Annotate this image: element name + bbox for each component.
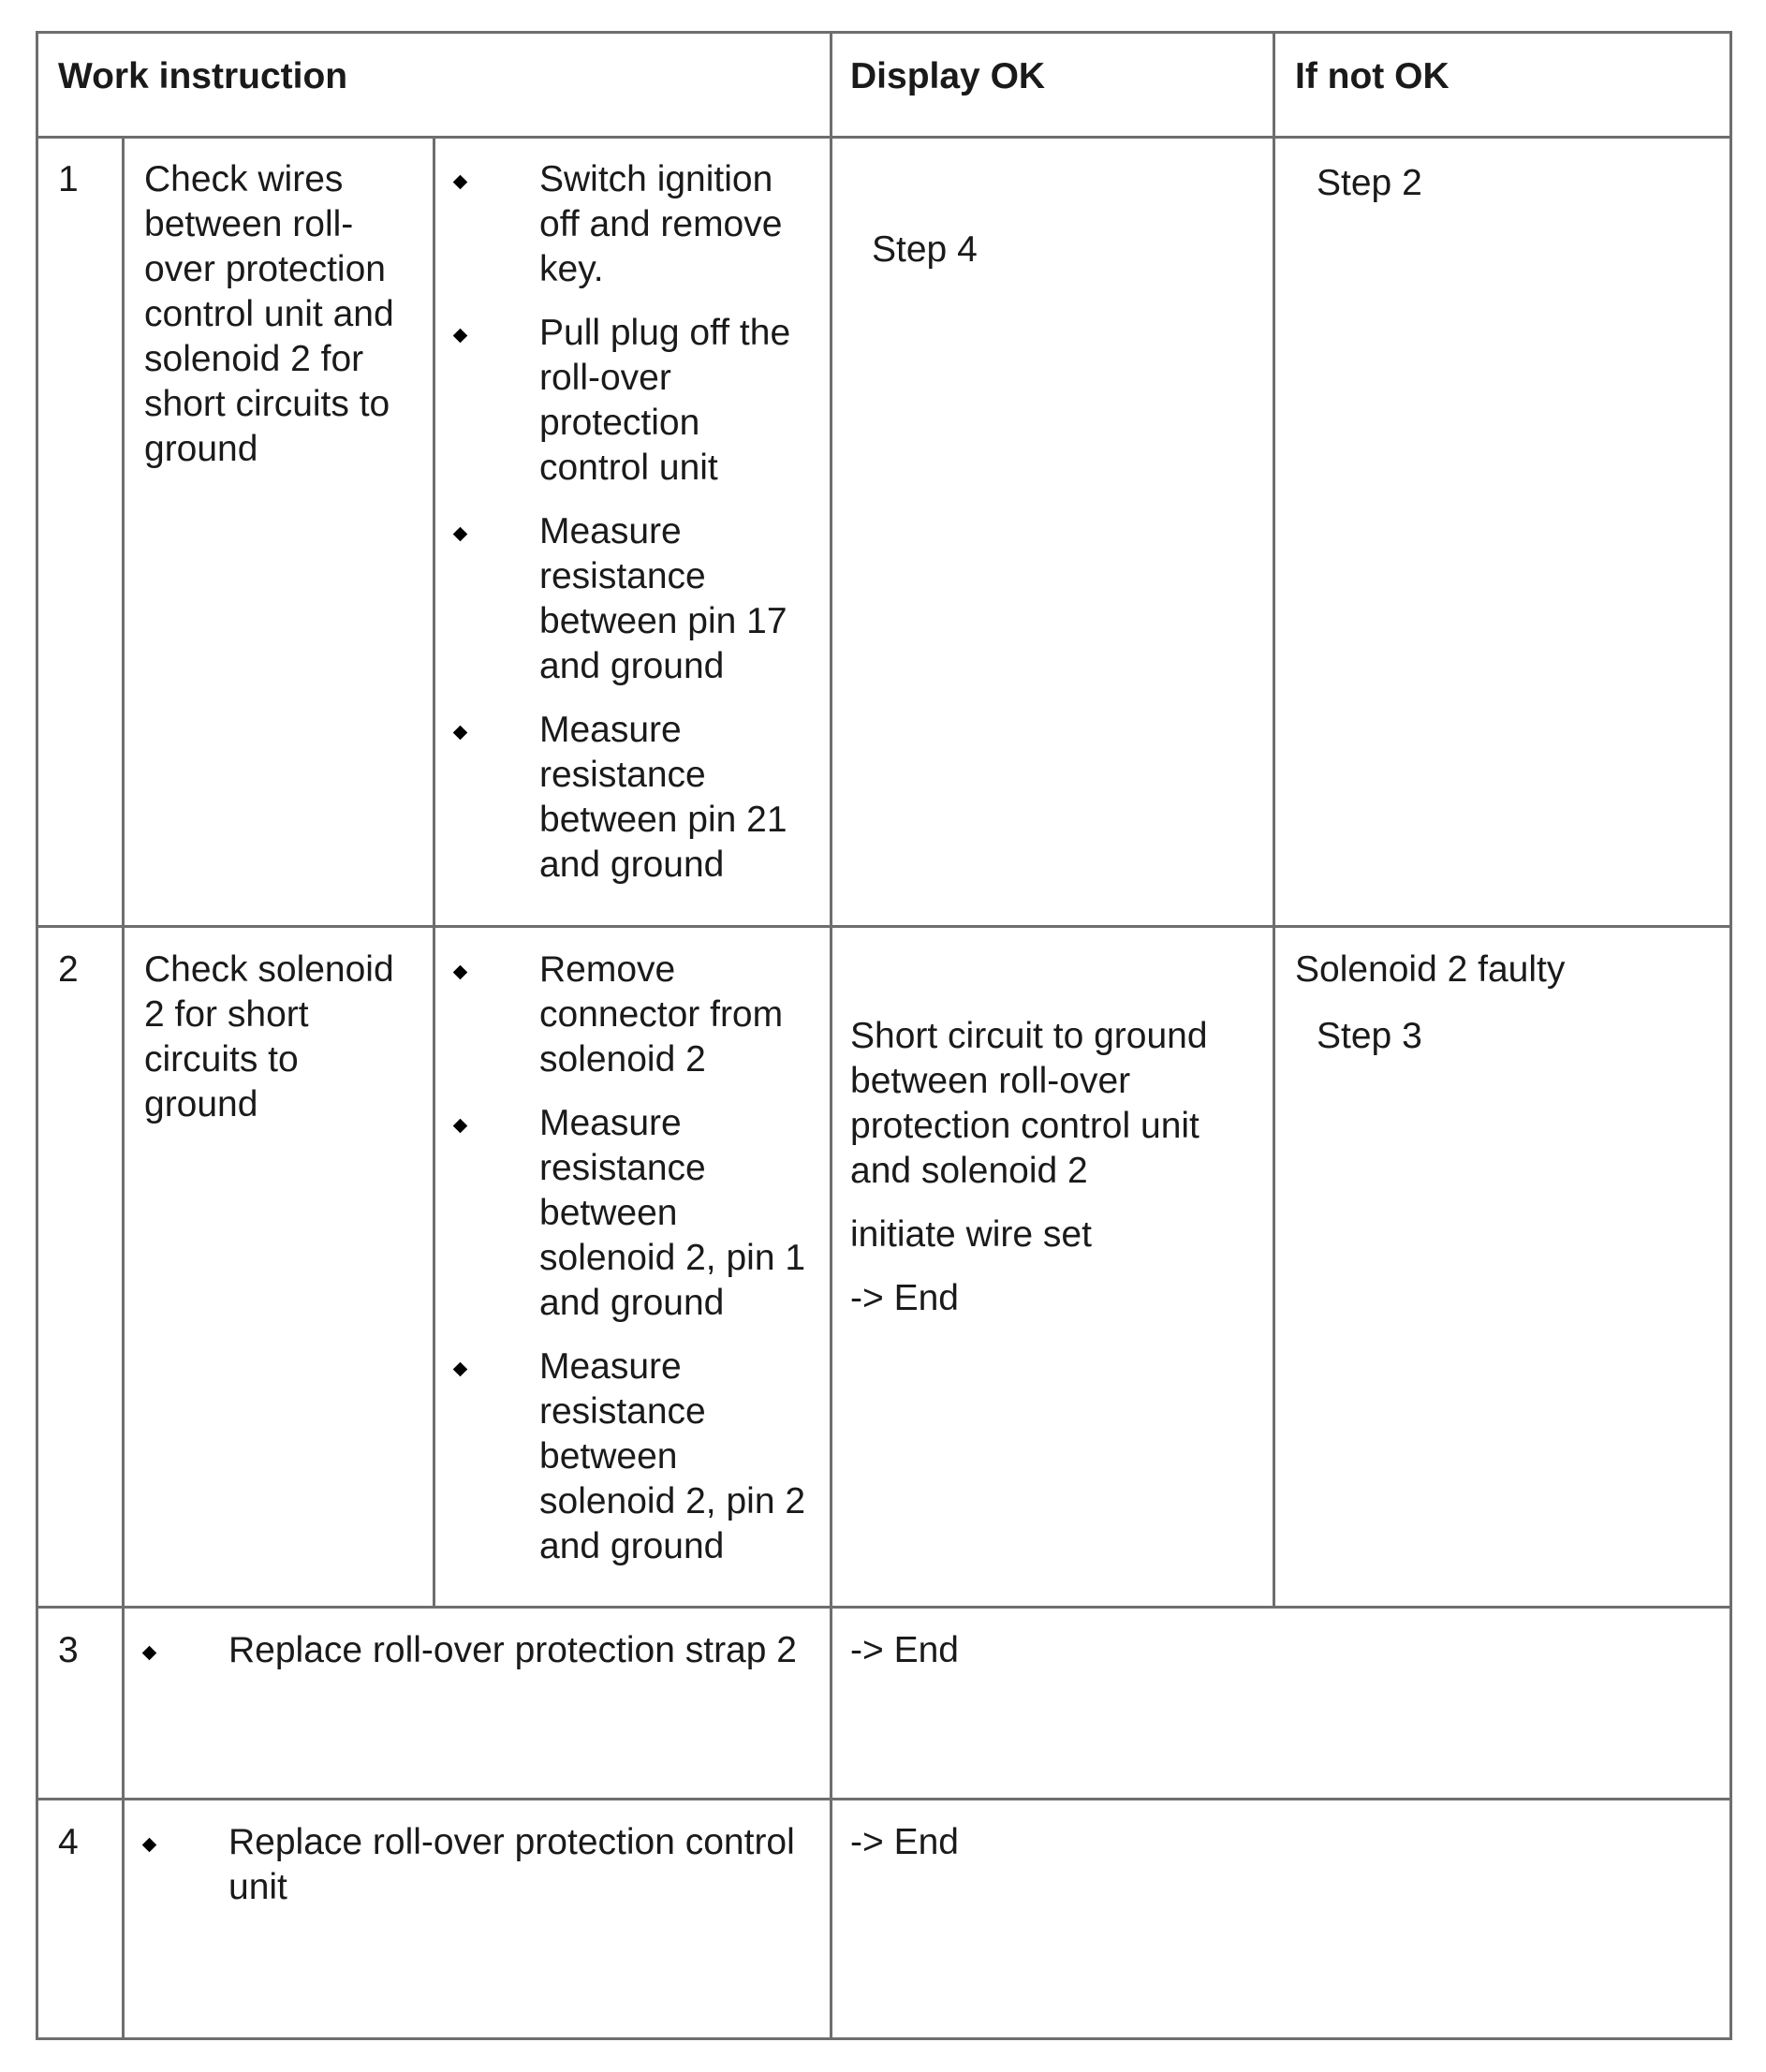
action-list	[434, 948, 818, 1588]
table-border-bottom	[36, 2037, 1732, 2040]
if-not-ok-value: Step 2	[1317, 163, 1422, 203]
action-list	[124, 1628, 826, 1692]
table-border-left	[36, 31, 38, 2040]
bullet-diamond-icon	[453, 1119, 468, 1134]
bullet-diamond-icon	[142, 1646, 157, 1661]
step-number: 4	[58, 1822, 79, 1862]
display-ok-text: initiate wire set	[850, 1214, 1092, 1255]
list-item: Remove connector from solenoid 2	[434, 948, 818, 1082]
header-divider	[36, 136, 1732, 139]
bullet-diamond-icon	[142, 1838, 157, 1853]
display-ok-block	[850, 1014, 1262, 1340]
list-item: Replace roll-over protection strap 2	[124, 1628, 826, 1673]
row-divider-1	[36, 925, 1732, 928]
step-number: 2	[58, 949, 79, 990]
display-ok-text: -> End	[850, 1278, 959, 1318]
table-border-right	[1729, 31, 1732, 2040]
if-not-ok-value: Solenoid 2 faulty	[1295, 949, 1566, 990]
list-item: Measure resistance between pin 17 and ground	[434, 509, 818, 689]
bullet-diamond-icon	[453, 175, 468, 190]
action-list	[434, 157, 818, 906]
row-divider-3	[36, 1798, 1732, 1800]
display-ok-value: -> End	[850, 1630, 959, 1670]
row-divider-2	[36, 1606, 1732, 1609]
header-if-not-ok: If not OK	[1295, 56, 1450, 96]
table-border-top	[36, 31, 1732, 34]
step-number: 3	[58, 1630, 79, 1670]
number-column-divider	[122, 136, 125, 2040]
bullet-diamond-icon	[453, 965, 468, 980]
display-ok-value: Step 4	[872, 229, 978, 270]
instruction-column-divider	[830, 31, 832, 2040]
list-item: Measure resistance between solenoid 2, pin 1 and ground	[434, 1101, 818, 1326]
header-work-instruction: Work instruction	[58, 56, 348, 96]
step-number: 1	[58, 159, 79, 199]
bullet-diamond-icon	[453, 329, 468, 344]
header-display-ok: Display OK	[850, 56, 1046, 96]
list-item: Measure resistance between pin 21 and ground	[434, 708, 818, 888]
bullet-diamond-icon	[453, 726, 468, 741]
task-description: Check solenoid 2 for short circuits to ground	[144, 949, 394, 1124]
action-list	[124, 1820, 826, 1929]
list-item: Replace roll-over protection control unit	[124, 1820, 826, 1910]
display-ok-value: -> End	[850, 1822, 959, 1862]
bullet-diamond-icon	[453, 1362, 468, 1377]
bullet-diamond-icon	[453, 527, 468, 542]
list-item: Switch ignition off and remove key.	[434, 157, 818, 292]
display-ok-text: Short circuit to ground between roll-over protection control unit and solenoid 2	[850, 1016, 1208, 1191]
display-column-divider	[1273, 31, 1275, 1609]
if-not-ok-value: Step 3	[1317, 1016, 1422, 1056]
task-description: Check wires between roll-over protection control unit and solenoid 2 for short circuits to ground	[144, 159, 394, 469]
list-item: Measure resistance between solenoid 2, pin 2 and ground	[434, 1345, 818, 1569]
list-item: Pull plug off the roll-over protection control unit	[434, 311, 818, 491]
